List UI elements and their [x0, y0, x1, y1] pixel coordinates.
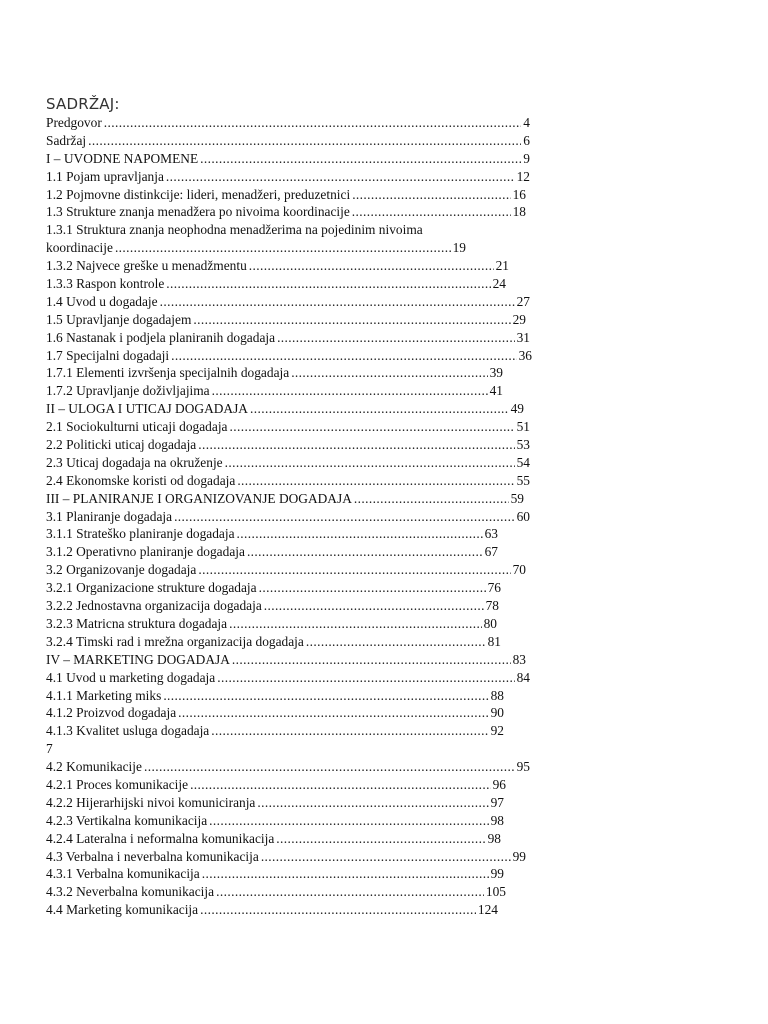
toc-entry-label: 1.3.1 Struktura znanja neophodna menadžerima na pojedinim nivoima — [46, 222, 423, 238]
toc-entry-label: 3.2.2 Jednostavna organizacija dogadaja — [46, 598, 262, 614]
toc-leader-dots — [264, 597, 484, 615]
toc-entry-label: 4.1.1 Marketing miks — [46, 687, 162, 703]
toc-entry[interactable] — [46, 257, 509, 275]
toc-leader-dots — [352, 203, 511, 221]
toc-entry[interactable] — [46, 347, 532, 365]
toc-entry-page-number: 90 — [490, 705, 504, 721]
toc-entry-page-number: 81 — [487, 633, 501, 649]
toc-entry-page-number: 84 — [516, 669, 530, 685]
toc-entry[interactable] — [46, 490, 524, 508]
toc-leader-dots — [216, 883, 484, 901]
toc-entry-page-number: 99 — [512, 848, 526, 864]
toc-entry[interactable] — [46, 579, 501, 597]
toc-entry-label: 2.1 Sociokulturni uticaji dogadaja — [46, 419, 228, 435]
toc-entry-label: 4.2.3 Vertikalna komunikacija — [46, 812, 208, 828]
toc-entry[interactable] — [46, 561, 526, 579]
toc-leader-dots — [144, 758, 515, 776]
toc-leader-dots — [259, 579, 486, 597]
toc-leader-dots — [237, 472, 514, 490]
toc-entry-page-number: 98 — [487, 830, 501, 846]
toc-entry-label: IV – MARKETING DOGADAJA — [46, 651, 230, 667]
toc-entry-label: 4.1.2 Proizvod dogadaja — [46, 705, 177, 721]
toc-entry-label: 3.1.2 Operativno planiranje dogadaja — [46, 544, 245, 560]
toc-entry[interactable] — [46, 329, 530, 347]
toc-leader-dots — [198, 436, 514, 454]
toc-entry-label: III – PLANIRANJE I ORGANIZOVANJE DOGADAJA — [46, 490, 352, 506]
toc-entry-label: 1.3.3 Raspon kontrole — [46, 276, 165, 292]
toc-leader-dots — [276, 830, 485, 848]
toc-entry-label: 4.2.2 Hijerarhijski nivoi komuniciranja — [46, 794, 256, 810]
toc-entry-page-number: 60 — [516, 508, 530, 524]
toc-leader-dots — [261, 848, 511, 866]
toc-entry-page-number: 36 — [518, 347, 532, 363]
toc-leader-dots — [202, 865, 489, 883]
toc-leader-dots — [306, 633, 486, 651]
toc-leader-dots — [104, 114, 522, 132]
toc-entry-label: 4.2 Komunikacije — [46, 759, 142, 775]
toc-entry-label: 1.7.1 Elementi izvršenja specijalnih dogadaja — [46, 365, 290, 381]
toc-leader-dots — [212, 382, 488, 400]
toc-entry[interactable] — [46, 150, 530, 168]
toc-leader-dots — [211, 722, 488, 740]
toc-entry[interactable] — [46, 508, 530, 526]
table-of-contents — [46, 114, 530, 919]
toc-entry-label: 1.4 Uvod u dogadaje — [46, 293, 158, 309]
toc-entry[interactable] — [46, 615, 497, 633]
toc-entry-label: 3.2.4 Timski rad i mrežna organizacija dogadaja — [46, 633, 304, 649]
toc-entry[interactable] — [46, 311, 526, 329]
toc-entry-label: Sadržaj — [46, 132, 87, 148]
toc-entry-page-number: 31 — [516, 329, 530, 345]
toc-entry-page-number: 70 — [512, 562, 526, 578]
toc-entry-page-number: 105 — [485, 884, 506, 900]
toc-entry-label: 1.3 Strukture znanja menadžera po nivoima koordinacije — [46, 204, 350, 220]
toc-entry[interactable] — [46, 687, 504, 705]
toc-entry-page-number: 59 — [510, 490, 524, 506]
toc-leader-dots — [88, 132, 521, 150]
toc-leader-dots — [352, 186, 510, 204]
toc-entry-page-number: 39 — [489, 365, 503, 381]
toc-entry[interactable] — [46, 400, 524, 418]
toc-leader-dots — [247, 543, 483, 561]
toc-leader-dots — [200, 150, 521, 168]
toc-entry-label: 1.7.2 Upravljanje doživljajima — [46, 383, 210, 399]
toc-entry-page-number: 53 — [516, 437, 530, 453]
toc-entry-page-number: 92 — [490, 723, 504, 739]
toc-entry-label: 7 — [46, 741, 53, 757]
toc-entry[interactable] — [46, 186, 526, 204]
toc-entry[interactable] — [46, 132, 530, 150]
toc-leader-dots — [190, 776, 491, 794]
toc-entry-page-number: 76 — [487, 580, 501, 596]
toc-entry-page-number: 124 — [477, 902, 498, 918]
toc-entry[interactable] — [46, 740, 530, 758]
toc-leader-dots — [232, 651, 511, 669]
toc-entry[interactable] — [46, 651, 526, 669]
toc-entry[interactable] — [46, 203, 526, 221]
toc-entry-page-number: 54 — [516, 454, 530, 470]
toc-entry[interactable] — [46, 525, 498, 543]
toc-entry[interactable] — [46, 436, 530, 454]
toc-entry-label: 1.1 Pojam upravljanja — [46, 168, 164, 184]
toc-entry-label: 3.1 Planiranje dogadaja — [46, 508, 173, 524]
toc-entry-page-number: 80 — [483, 615, 497, 631]
toc-leader-dots — [198, 561, 510, 579]
toc-leader-dots — [277, 329, 515, 347]
toc-entry-label: 1.3.2 Najvece greške u menadžmentu — [46, 258, 247, 274]
toc-leader-dots — [166, 275, 490, 293]
toc-entry[interactable] — [46, 275, 506, 293]
toc-entry-label: I – UVODNE NAPOMENE — [46, 150, 199, 166]
toc-entry[interactable] — [46, 812, 504, 830]
toc-entry[interactable] — [46, 239, 466, 257]
toc-entry-label: 3.2 Organizovanje dogadaja — [46, 562, 197, 578]
toc-entry[interactable] — [46, 221, 530, 239]
toc-entry[interactable] — [46, 472, 530, 490]
toc-entry[interactable] — [46, 704, 504, 722]
toc-entry-page-number: 95 — [516, 759, 530, 775]
toc-entry-label: 2.3 Uticaj dogadaja na okruženje — [46, 454, 223, 470]
toc-entry-page-number: 67 — [484, 544, 498, 560]
toc-leader-dots — [163, 687, 488, 705]
toc-entry-page-number: 97 — [490, 794, 504, 810]
toc-entry-page-number: 51 — [516, 419, 530, 435]
toc-leader-dots — [174, 508, 515, 526]
toc-entry[interactable] — [46, 758, 530, 776]
toc-leader-dots — [160, 293, 515, 311]
toc-entry-page-number: 78 — [485, 598, 499, 614]
toc-entry[interactable] — [46, 597, 499, 615]
toc-leader-dots — [229, 418, 514, 436]
toc-entry[interactable] — [46, 382, 503, 400]
toc-leader-dots — [200, 901, 476, 919]
toc-entry-label: 1.5 Upravljanje dogadajem — [46, 311, 192, 327]
toc-entry-page-number: 19 — [452, 240, 466, 256]
toc-entry[interactable] — [46, 418, 530, 436]
toc-entry-label: 2.4 Ekonomske koristi od dogadaja — [46, 472, 236, 488]
toc-entry-label: 3.2.3 Matricna struktura dogadaja — [46, 615, 228, 631]
toc-entry-label: 4.1 Uvod u marketing dogadaja — [46, 669, 216, 685]
toc-entry-page-number: 49 — [510, 401, 524, 417]
toc-entry-label: 4.2.1 Proces komunikacije — [46, 776, 189, 792]
toc-leader-dots — [209, 812, 488, 830]
toc-entry[interactable] — [46, 454, 530, 472]
toc-entry[interactable] — [46, 848, 526, 866]
toc-entry-page-number: 18 — [512, 204, 526, 220]
toc-entry-label: 4.1.3 Kvalitet usluga dogadaja — [46, 723, 210, 739]
toc-entry-label: 4.4 Marketing komunikacija — [46, 902, 199, 918]
toc-leader-dots — [193, 311, 510, 329]
toc-entry[interactable] — [46, 776, 506, 794]
toc-leader-dots — [291, 364, 487, 382]
toc-entry-label: 4.2.4 Lateralna i neformalna komunikacija — [46, 830, 275, 846]
toc-entry-label: 1.7 Specijalni dogadaji — [46, 347, 170, 363]
toc-entry-page-number: 96 — [492, 776, 506, 792]
toc-entry[interactable] — [46, 543, 498, 561]
toc-leader-dots — [250, 400, 509, 418]
toc-leader-dots — [354, 490, 509, 508]
toc-entry-label: 4.3.2 Neverbalna komunikacija — [46, 884, 215, 900]
toc-entry-label: Predgovor — [46, 115, 102, 130]
toc-entry[interactable] — [46, 722, 504, 740]
toc-entry-page-number: 83 — [512, 651, 526, 667]
toc-entry[interactable] — [46, 830, 501, 848]
toc-leader-dots — [257, 794, 488, 812]
toc-leader-dots — [166, 168, 515, 186]
toc-entry-label: 4.3 Verbalna i neverbalna komunikacija — [46, 848, 259, 864]
toc-entry[interactable] — [46, 114, 530, 132]
toc-entry[interactable] — [46, 168, 530, 186]
toc-leader-dots — [178, 704, 488, 722]
toc-entry-label: koordinacije — [46, 240, 113, 256]
toc-leader-dots — [171, 347, 517, 365]
toc-entry-page-number: 98 — [490, 812, 504, 828]
toc-leader-dots — [115, 239, 451, 257]
toc-entry-page-number: 88 — [490, 687, 504, 703]
toc-entry[interactable] — [46, 883, 506, 901]
toc-entry-page-number: 99 — [490, 866, 504, 882]
toc-entry[interactable] — [46, 633, 501, 651]
toc-entry-page-number: 55 — [516, 472, 530, 488]
toc-entry[interactable] — [46, 901, 498, 919]
toc-entry-page-number: 21 — [495, 258, 509, 274]
toc-entry-page-number: 24 — [492, 276, 506, 292]
toc-entry-page-number: 12 — [516, 168, 530, 184]
toc-entry-page-number: 16 — [512, 186, 526, 202]
toc-entry-label: 2.2 Politicki uticaj dogadaja — [46, 437, 197, 453]
toc-entry-label: II – ULOGA I UTICAJ DOGADAJA — [46, 401, 248, 417]
toc-entry-page-number: 41 — [489, 383, 503, 399]
toc-entry-page-number: 4 — [523, 115, 530, 130]
toc-entry-page-number: 63 — [484, 526, 498, 542]
toc-entry[interactable] — [46, 669, 530, 687]
toc-entry-page-number: 27 — [516, 293, 530, 309]
toc-entry-label: 4.3.1 Verbalna komunikacija — [46, 866, 200, 882]
toc-entry-page-number: 9 — [523, 150, 530, 166]
toc-leader-dots — [249, 257, 494, 275]
toc-leader-dots — [237, 525, 483, 543]
toc-entry[interactable] — [46, 364, 503, 382]
toc-entry[interactable] — [46, 794, 504, 812]
toc-entry-page-number: 6 — [523, 132, 530, 148]
toc-leader-dots — [217, 669, 514, 687]
toc-leader-dots — [225, 454, 515, 472]
toc-entry-label: 3.2.1 Organizacione strukture dogadaja — [46, 580, 257, 596]
document-page — [46, 94, 530, 919]
toc-entry-label: 1.2 Pojmovne distinkcije: lideri, menadžeri, preduzetnici — [46, 186, 351, 202]
toc-entry[interactable] — [46, 293, 530, 311]
toc-leader-dots — [229, 615, 482, 633]
toc-heading: SADRŽAJ: — [46, 95, 120, 113]
toc-entry[interactable] — [46, 865, 504, 883]
toc-entry-page-number: 29 — [512, 311, 526, 327]
toc-entry-label: 1.6 Nastanak i podjela planiranih dogadaja — [46, 329, 276, 345]
toc-entry-label: 3.1.1 Strateško planiranje dogadaja — [46, 526, 235, 542]
